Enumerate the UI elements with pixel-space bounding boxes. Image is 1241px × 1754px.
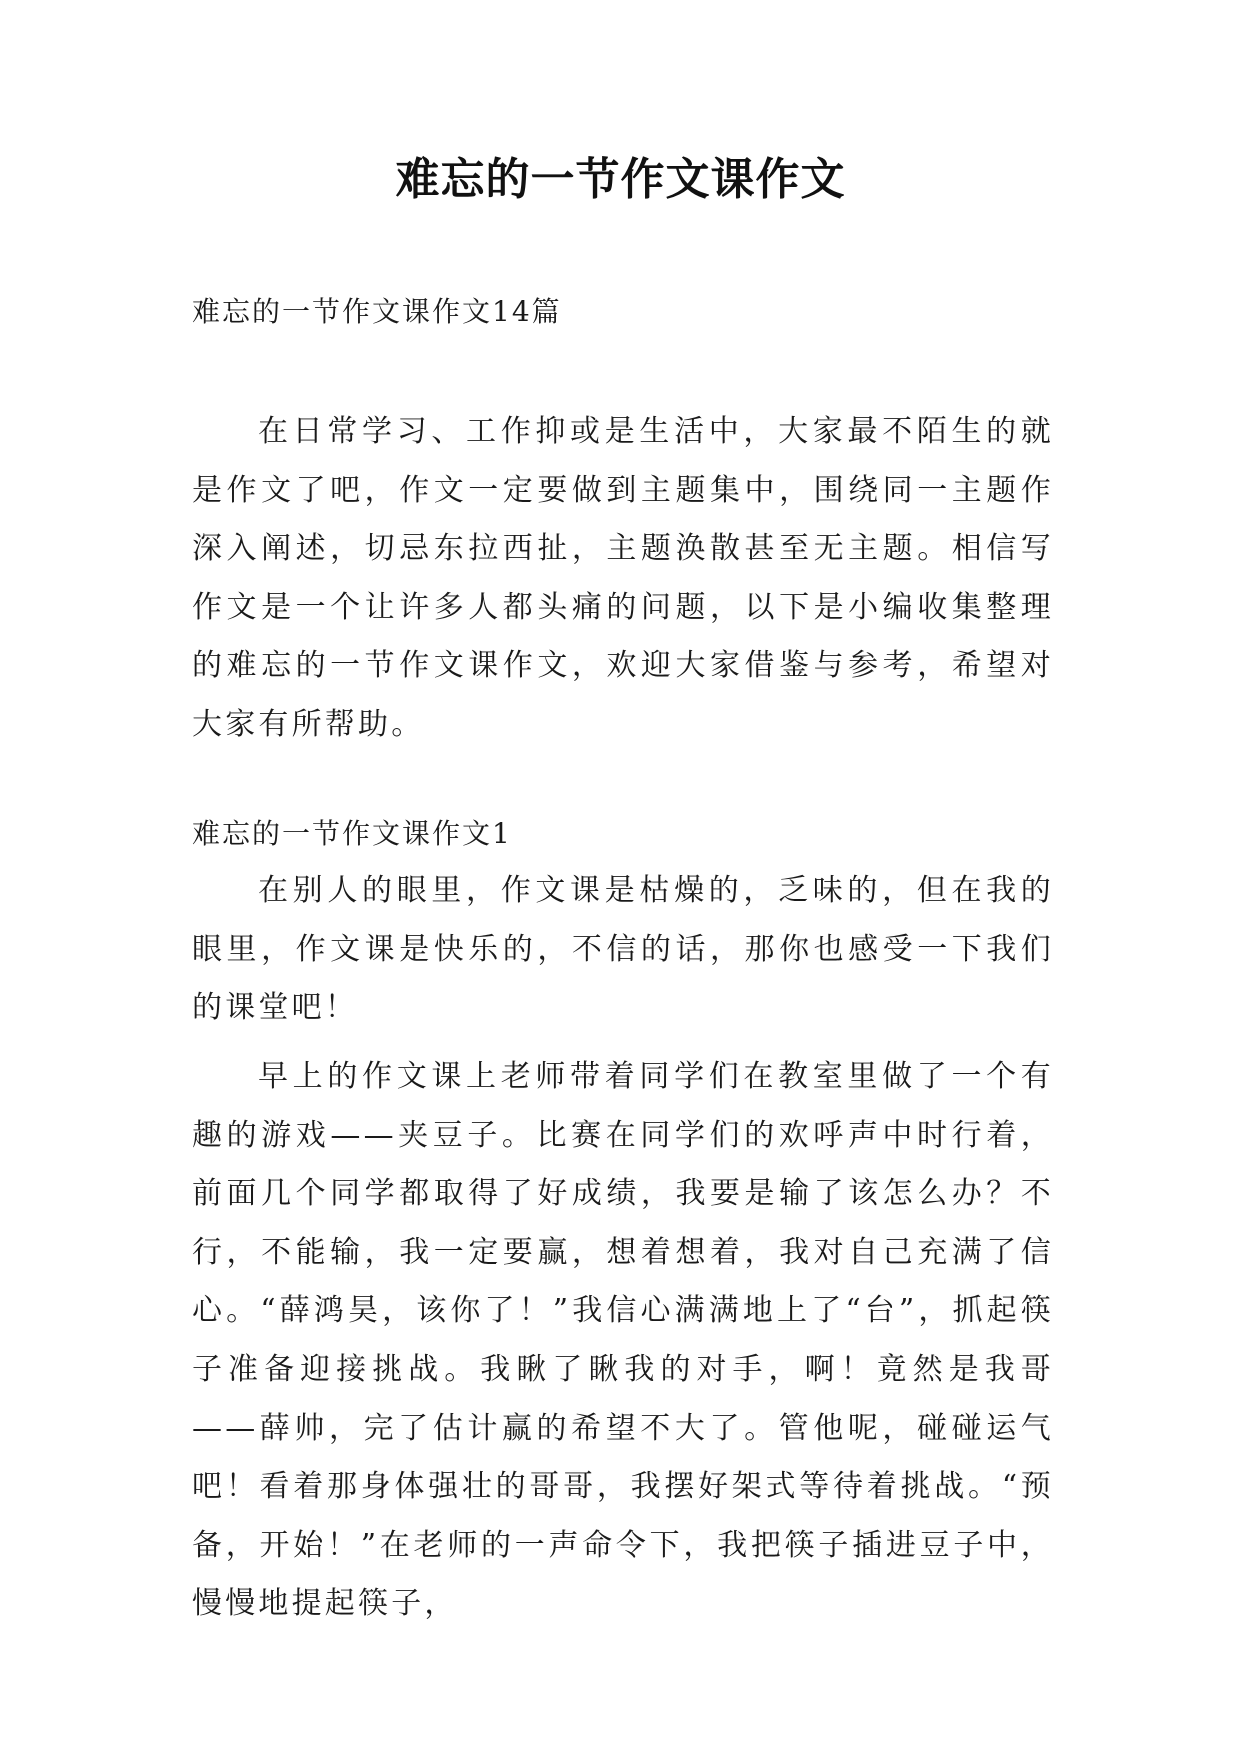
section-heading: 难忘的一节作文课作文1 — [192, 817, 512, 850]
body-paragraph: 早上的作文课上老师带着同学们在教室里做了一个有趣的游戏——夹豆子。比赛在同学们的欢呼声中时行着，前面几个同学都取得了好成绩，我要是输了该怎么办？不行，不能输，我一定要赢，想着想着，我对自己充满了信心。“薛鸿昊，该你了！”我信心满满地上了“台”，抓起筷子准备迎接挑战。我瞅了瞅我的对手，啊！竟然是我哥——薛帅，完了估计赢的希望不大了。管他呢，碰碰运气吧！看着那身体强壮的哥哥，我摆好架式等待着挑战。“预备，开始！”在老师的一声命令下，我把筷子插进豆子中，慢慢地提起筷子， — [192, 1059, 1054, 1622]
document-title: 难忘的一节作文课作文 — [395, 154, 846, 205]
body-paragraph: 在别人的眼里，作文课是枯燥的，乏味的，但在我的眼里，作文课是快乐的，不信的话，那你也感受一下我们的课堂吧！ — [192, 873, 1054, 1026]
intro-paragraph: 在日常学习、工作抑或是生活中，大家最不陌生的就是作文了吧，作文一定要做到主题集中，围绕同一主题作深入阐述，切忌东拉西扯，主题涣散甚至无主题。相信写作文是一个让许多人都头痛的问题，以下是小编收集整理的难忘的一节作文课作文，欢迎大家借鉴与参考，希望对大家有所帮助。 — [192, 414, 1054, 742]
document-subtitle: 难忘的一节作文课作文14篇 — [192, 295, 562, 328]
